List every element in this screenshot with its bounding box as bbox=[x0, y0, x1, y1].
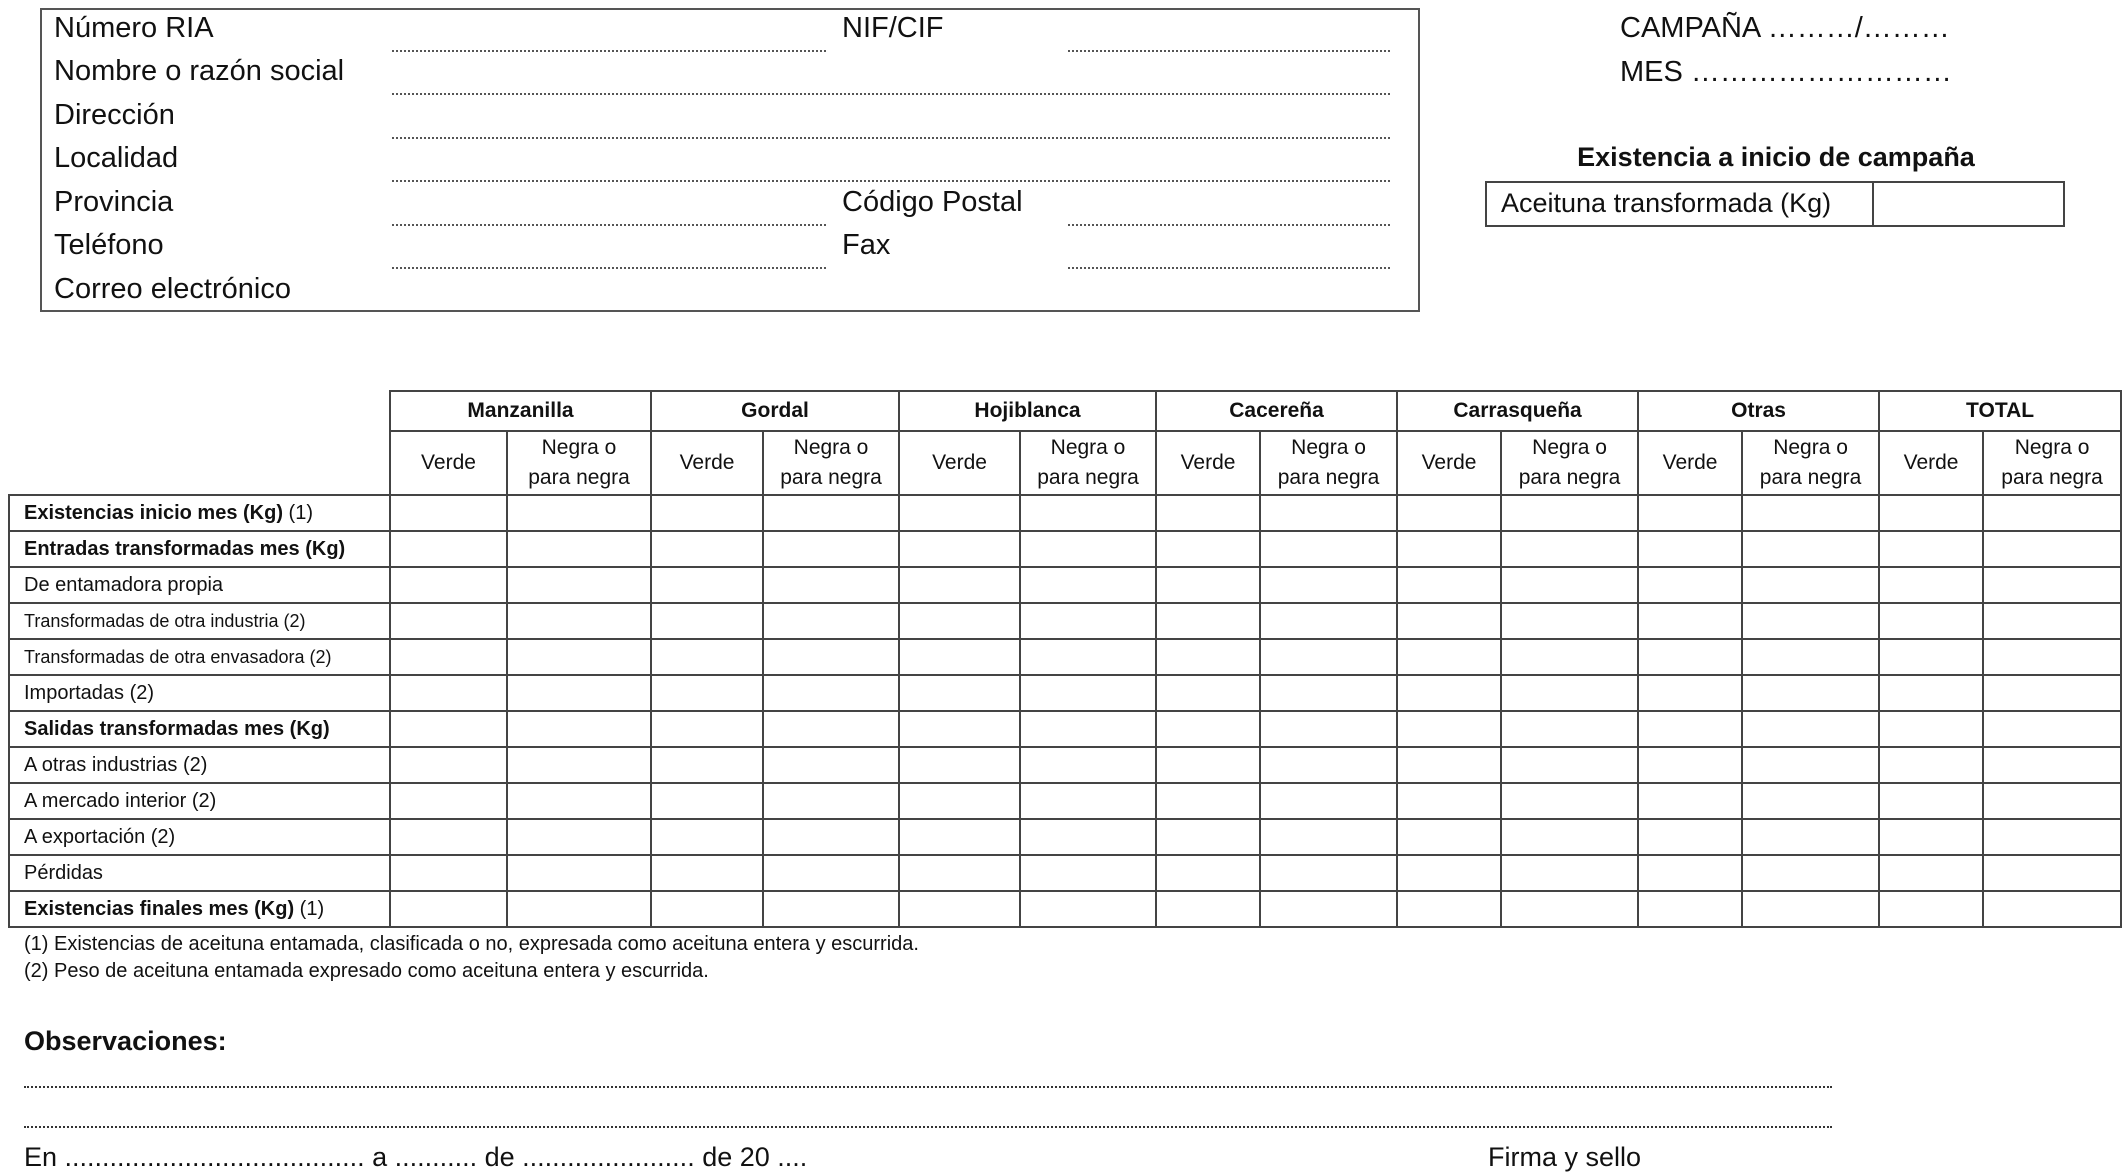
table-cell[interactable] bbox=[1501, 711, 1638, 747]
subheader-verde: Verde bbox=[1397, 431, 1501, 495]
group-header: Manzanilla bbox=[390, 391, 651, 431]
row-label bbox=[9, 747, 390, 783]
table-cell[interactable] bbox=[1983, 819, 2121, 855]
table-cell[interactable] bbox=[899, 783, 1020, 819]
table-cell[interactable] bbox=[651, 603, 763, 639]
table-cell[interactable] bbox=[1638, 567, 1742, 603]
table-cell[interactable] bbox=[1501, 639, 1638, 675]
table-cell[interactable] bbox=[1742, 891, 1879, 927]
table-row bbox=[9, 747, 2121, 783]
table-cell[interactable] bbox=[1020, 567, 1156, 603]
group-header: TOTAL bbox=[1879, 391, 2121, 431]
table-cell[interactable] bbox=[507, 495, 651, 531]
existencia-title: Existencia a inicio de campaña bbox=[1577, 142, 1975, 172]
label-direccion: Dirección bbox=[54, 99, 175, 131]
table-cell[interactable] bbox=[899, 495, 1020, 531]
label-codigo-postal: Código Postal bbox=[842, 186, 1023, 218]
table-cell[interactable] bbox=[1156, 603, 1260, 639]
table-cell[interactable] bbox=[1156, 495, 1260, 531]
table-cell[interactable] bbox=[1020, 603, 1156, 639]
table-cell[interactable] bbox=[1020, 819, 1156, 855]
table-cell[interactable] bbox=[763, 711, 899, 747]
table-cell[interactable] bbox=[390, 567, 507, 603]
table-cell[interactable] bbox=[1983, 567, 2121, 603]
table-cell[interactable] bbox=[1638, 675, 1742, 711]
subheader-negra bbox=[507, 431, 651, 495]
firma-sello: Firma y sello bbox=[1488, 1142, 1642, 1172]
table-cell[interactable] bbox=[390, 891, 507, 927]
table-cell[interactable] bbox=[1742, 819, 1879, 855]
row-label bbox=[9, 639, 390, 675]
row-label-text: (1) bbox=[282, 501, 313, 524]
table-cell[interactable] bbox=[1020, 711, 1156, 747]
row-label-text: A exportación (2) bbox=[24, 825, 176, 848]
table-cell[interactable] bbox=[1983, 711, 2121, 747]
table-cell[interactable] bbox=[1983, 603, 2121, 639]
table-row bbox=[9, 495, 2121, 531]
note-2: (2) Peso de aceituna entamada expresado como aceituna entera y escurrida. bbox=[24, 960, 709, 982]
table-row bbox=[9, 675, 2121, 711]
mes-field[interactable]: MES ……………………… bbox=[1620, 56, 1952, 88]
group-header: Otras bbox=[1638, 391, 1879, 431]
table-cell[interactable] bbox=[390, 639, 507, 675]
row-label bbox=[9, 567, 390, 603]
table-cell[interactable] bbox=[763, 675, 899, 711]
table-cell[interactable] bbox=[763, 747, 899, 783]
subheader-negra-line1: Negra o bbox=[1773, 436, 1848, 459]
table-cell[interactable] bbox=[1020, 747, 1156, 783]
table-cell[interactable] bbox=[1156, 783, 1260, 819]
table-cell[interactable] bbox=[1501, 783, 1638, 819]
table-cell[interactable] bbox=[390, 531, 507, 567]
table-cell[interactable] bbox=[1156, 639, 1260, 675]
table-cell[interactable] bbox=[1638, 711, 1742, 747]
table-cell[interactable] bbox=[1260, 675, 1397, 711]
row-label-text: (1) bbox=[294, 897, 325, 920]
row-label bbox=[9, 855, 390, 891]
table-row bbox=[9, 855, 2121, 891]
table-cell[interactable] bbox=[1260, 891, 1397, 927]
table-cell[interactable] bbox=[763, 783, 899, 819]
table-cell[interactable] bbox=[507, 567, 651, 603]
subheader-negra-line1: Negra o bbox=[1050, 436, 1126, 459]
table-cell[interactable] bbox=[1501, 567, 1638, 603]
table-cell[interactable] bbox=[1501, 819, 1638, 855]
table-cell[interactable] bbox=[1638, 603, 1742, 639]
table-cell[interactable] bbox=[899, 567, 1020, 603]
table-cell[interactable] bbox=[1501, 675, 1638, 711]
table-cell[interactable] bbox=[390, 747, 507, 783]
table-cell[interactable] bbox=[507, 855, 651, 891]
table-cell[interactable] bbox=[651, 819, 763, 855]
subheader-negra bbox=[1501, 431, 1638, 495]
table-cell[interactable] bbox=[1156, 747, 1260, 783]
table-cell[interactable] bbox=[1397, 891, 1501, 927]
table-cell[interactable] bbox=[1983, 531, 2121, 567]
field-nombre[interactable] bbox=[392, 93, 1390, 95]
group-header: Cacereña bbox=[1156, 391, 1397, 431]
table-cell[interactable] bbox=[651, 855, 763, 891]
row-label bbox=[9, 495, 390, 531]
subheader-negra-line2: para negra bbox=[1037, 466, 1139, 489]
table-cell[interactable] bbox=[1020, 855, 1156, 891]
table-cell[interactable] bbox=[1501, 495, 1638, 531]
label-numero-ria: Número RIA bbox=[54, 12, 214, 44]
table-cell[interactable] bbox=[507, 675, 651, 711]
table-cell[interactable] bbox=[899, 675, 1020, 711]
field-fax[interactable] bbox=[1068, 267, 1390, 269]
table-cell[interactable] bbox=[1156, 675, 1260, 711]
subheader-negra-line1: Negra o bbox=[1532, 436, 1607, 459]
table-cell[interactable] bbox=[1501, 603, 1638, 639]
label-nif-cif: NIF/CIF bbox=[842, 12, 944, 44]
table-cell[interactable] bbox=[1156, 567, 1260, 603]
subheader-negra-line2: para negra bbox=[528, 466, 630, 489]
row-label-text: Importadas (2) bbox=[24, 681, 155, 704]
row-label-bold: Existencias inicio mes (Kg) bbox=[24, 501, 283, 524]
subheader-negra-line1: Negra o bbox=[2014, 436, 2090, 459]
table-cell[interactable] bbox=[899, 747, 1020, 783]
table-cell[interactable] bbox=[1020, 783, 1156, 819]
table-row bbox=[9, 567, 2121, 603]
subheader-negra bbox=[1983, 431, 2121, 495]
table-cell[interactable] bbox=[899, 819, 1020, 855]
table-cell[interactable] bbox=[390, 819, 507, 855]
table-cell[interactable] bbox=[507, 639, 651, 675]
table-cell[interactable] bbox=[1260, 783, 1397, 819]
table-cell[interactable] bbox=[1397, 675, 1501, 711]
observaciones-title: Observaciones: bbox=[24, 1026, 227, 1056]
table-cell[interactable] bbox=[1020, 675, 1156, 711]
subheader-negra-line1: Negra o bbox=[1291, 436, 1366, 459]
table-cell[interactable] bbox=[651, 675, 763, 711]
subheader-negra-line1: Negra o bbox=[793, 436, 869, 459]
subheader-verde: Verde bbox=[1156, 431, 1260, 495]
table-cell[interactable] bbox=[1260, 639, 1397, 675]
table-cell[interactable] bbox=[899, 603, 1020, 639]
table-cell[interactable] bbox=[1879, 567, 1983, 603]
table-cell[interactable] bbox=[1879, 819, 1983, 855]
row-label-bold: Salidas transformadas mes (Kg) bbox=[24, 717, 330, 740]
table-cell[interactable] bbox=[1638, 495, 1742, 531]
group-header: Gordal bbox=[651, 391, 899, 431]
table-cell[interactable] bbox=[1397, 711, 1501, 747]
field-nif-cif[interactable] bbox=[1068, 50, 1390, 52]
table-cell[interactable] bbox=[1983, 891, 2121, 927]
table-cell[interactable] bbox=[507, 531, 651, 567]
table-cell[interactable] bbox=[763, 639, 899, 675]
table-cell[interactable] bbox=[1501, 531, 1638, 567]
table-cell[interactable] bbox=[1742, 747, 1879, 783]
table-cell[interactable] bbox=[1260, 819, 1397, 855]
field-telefono[interactable] bbox=[392, 267, 826, 269]
table-cell[interactable] bbox=[1260, 855, 1397, 891]
subheader-negra bbox=[763, 431, 899, 495]
table-cell[interactable] bbox=[1879, 495, 1983, 531]
table-cell[interactable] bbox=[1156, 531, 1260, 567]
table-cell[interactable] bbox=[1397, 567, 1501, 603]
table-cell[interactable] bbox=[1879, 855, 1983, 891]
table-cell[interactable] bbox=[1983, 783, 2121, 819]
subheader-negra-line2: para negra bbox=[2001, 466, 2103, 489]
table-cell[interactable] bbox=[1260, 495, 1397, 531]
table-cell[interactable] bbox=[1397, 531, 1501, 567]
subheader-verde: Verde bbox=[390, 431, 507, 495]
table-row bbox=[9, 819, 2121, 855]
subheader-verde: Verde bbox=[899, 431, 1020, 495]
subheader-negra-line2: para negra bbox=[1277, 466, 1380, 489]
table-cell[interactable] bbox=[1879, 711, 1983, 747]
table-cell[interactable] bbox=[507, 819, 651, 855]
table-cell[interactable] bbox=[1742, 603, 1879, 639]
table-cell[interactable] bbox=[1501, 747, 1638, 783]
label-localidad: Localidad bbox=[54, 142, 179, 174]
group-header: Hojiblanca bbox=[899, 391, 1156, 431]
table-cell[interactable] bbox=[763, 495, 899, 531]
table-cell[interactable] bbox=[1638, 891, 1742, 927]
table-cell[interactable] bbox=[1397, 783, 1501, 819]
table-cell[interactable] bbox=[390, 855, 507, 891]
subheader-negra-line1: Negra o bbox=[541, 436, 617, 459]
subheader-negra bbox=[1020, 431, 1156, 495]
observaciones-line-2[interactable] bbox=[24, 1126, 1832, 1128]
table-cell[interactable] bbox=[763, 603, 899, 639]
table-cell[interactable] bbox=[1156, 819, 1260, 855]
table-cell[interactable] bbox=[1879, 531, 1983, 567]
table-cell[interactable] bbox=[763, 531, 899, 567]
table-cell[interactable] bbox=[763, 891, 899, 927]
table-cell[interactable] bbox=[1020, 639, 1156, 675]
row-label-text: Transformadas de otra envasadora (2) bbox=[24, 646, 332, 667]
subheader-verde: Verde bbox=[1638, 431, 1742, 495]
table-cell[interactable] bbox=[1983, 639, 2121, 675]
row-label-bold: Entradas transformadas mes (Kg) bbox=[24, 537, 346, 560]
field-numero-ria[interactable] bbox=[392, 50, 826, 52]
table-cell[interactable] bbox=[899, 891, 1020, 927]
label-fax: Fax bbox=[842, 229, 891, 261]
table-cell[interactable] bbox=[1260, 567, 1397, 603]
subheader-negra-line2: para negra bbox=[780, 466, 882, 489]
table-cell[interactable] bbox=[1501, 891, 1638, 927]
label-nombre: Nombre o razón social bbox=[54, 55, 345, 87]
aceituna-value-cell[interactable] bbox=[1872, 183, 2063, 225]
row-label-text: Transformadas de otra industria (2) bbox=[24, 610, 306, 631]
table-cell[interactable] bbox=[1156, 891, 1260, 927]
table-cell[interactable] bbox=[899, 639, 1020, 675]
table-cell[interactable] bbox=[1397, 747, 1501, 783]
table-cell[interactable] bbox=[1879, 747, 1983, 783]
table-cell[interactable] bbox=[507, 783, 651, 819]
field-localidad[interactable] bbox=[392, 180, 1390, 182]
table-cell[interactable] bbox=[1397, 495, 1501, 531]
table-cell[interactable] bbox=[507, 711, 651, 747]
row-label-text: A otras industrias (2) bbox=[24, 753, 208, 776]
group-header: Carrasqueña bbox=[1397, 391, 1638, 431]
subheader-negra-line2: para negra bbox=[1518, 466, 1621, 489]
table-cell[interactable] bbox=[1638, 783, 1742, 819]
table-cell[interactable] bbox=[1156, 711, 1260, 747]
row-label-text: Pérdidas bbox=[24, 861, 103, 884]
table-cell[interactable] bbox=[651, 531, 763, 567]
row-label bbox=[9, 819, 390, 855]
table-cell[interactable] bbox=[1397, 855, 1501, 891]
label-correo: Correo electrónico bbox=[54, 273, 291, 305]
table-cell[interactable] bbox=[651, 891, 763, 927]
table-row bbox=[9, 603, 2121, 639]
olive-stock-table bbox=[8, 390, 2122, 928]
table-cell[interactable] bbox=[1638, 639, 1742, 675]
table-cell[interactable] bbox=[507, 747, 651, 783]
table-cell[interactable] bbox=[1501, 855, 1638, 891]
existencia-box bbox=[1485, 181, 2065, 227]
table-cell[interactable] bbox=[507, 891, 651, 927]
table-cell[interactable] bbox=[899, 855, 1020, 891]
table-cell[interactable] bbox=[390, 495, 507, 531]
table-cell[interactable] bbox=[651, 711, 763, 747]
table-cell[interactable] bbox=[763, 855, 899, 891]
table-cell[interactable] bbox=[651, 783, 763, 819]
table-cell[interactable] bbox=[1879, 675, 1983, 711]
table-cell[interactable] bbox=[1260, 747, 1397, 783]
subheader-negra bbox=[1260, 431, 1397, 495]
table-cell[interactable] bbox=[899, 531, 1020, 567]
table-cell[interactable] bbox=[1742, 567, 1879, 603]
table-cell[interactable] bbox=[390, 783, 507, 819]
table-cell[interactable] bbox=[1020, 495, 1156, 531]
table-cell[interactable] bbox=[1983, 675, 2121, 711]
table-cell[interactable] bbox=[1983, 747, 2121, 783]
row-label-text: A mercado interior (2) bbox=[24, 789, 217, 812]
label-provincia: Provincia bbox=[54, 186, 174, 218]
table-cell[interactable] bbox=[1397, 819, 1501, 855]
lugar-fecha[interactable]: En ........................................ a ........... de ....................... de 20 .... bbox=[24, 1142, 808, 1172]
table-cell[interactable] bbox=[651, 495, 763, 531]
table-cell[interactable] bbox=[1260, 711, 1397, 747]
table-cell[interactable] bbox=[1879, 891, 1983, 927]
table-cell[interactable] bbox=[1742, 531, 1879, 567]
table-cell[interactable] bbox=[1260, 531, 1397, 567]
table-cell[interactable] bbox=[1156, 855, 1260, 891]
table-cell[interactable] bbox=[1638, 819, 1742, 855]
label-telefono: Teléfono bbox=[54, 229, 164, 261]
table-cell[interactable] bbox=[1638, 855, 1742, 891]
table-cell[interactable] bbox=[651, 639, 763, 675]
table-cell[interactable] bbox=[1983, 495, 2121, 531]
field-provincia[interactable] bbox=[392, 224, 826, 226]
note-1: (1) Existencias de aceituna entamada, clasificada o no, expresada como aceituna entera y escurrida. bbox=[24, 933, 919, 955]
field-codigo-postal[interactable] bbox=[1068, 224, 1390, 226]
table-cell[interactable] bbox=[1020, 531, 1156, 567]
table-cell[interactable] bbox=[1742, 855, 1879, 891]
subheader-verde: Verde bbox=[1879, 431, 1983, 495]
table-cell[interactable] bbox=[651, 567, 763, 603]
observaciones-line-1[interactable] bbox=[24, 1086, 1832, 1088]
table-cell[interactable] bbox=[1983, 855, 2121, 891]
row-label-text: De entamadora propia bbox=[24, 573, 224, 596]
aceituna-label: Aceituna transformada (Kg) bbox=[1501, 188, 1832, 218]
table-cell[interactable] bbox=[899, 711, 1020, 747]
table-cell[interactable] bbox=[507, 603, 651, 639]
table-cell[interactable] bbox=[390, 711, 507, 747]
row-label bbox=[9, 603, 390, 639]
table-cell[interactable] bbox=[1742, 675, 1879, 711]
subheader-verde: Verde bbox=[651, 431, 763, 495]
table-row bbox=[9, 891, 2121, 927]
table-row bbox=[9, 711, 2121, 747]
row-label bbox=[9, 891, 390, 927]
subheader-negra-line2: para negra bbox=[1759, 466, 1862, 489]
table-cell[interactable] bbox=[390, 675, 507, 711]
table-cell[interactable] bbox=[1397, 639, 1501, 675]
table-cell[interactable] bbox=[1742, 639, 1879, 675]
table-cell[interactable] bbox=[1260, 603, 1397, 639]
table-cell[interactable] bbox=[1742, 783, 1879, 819]
row-label bbox=[9, 783, 390, 819]
table-cell[interactable] bbox=[1638, 531, 1742, 567]
table-row bbox=[9, 639, 2121, 675]
table-cell[interactable] bbox=[390, 603, 507, 639]
table-cell[interactable] bbox=[763, 819, 899, 855]
table-cell[interactable] bbox=[1879, 603, 1983, 639]
row-label bbox=[9, 531, 390, 567]
subheader-negra bbox=[1742, 431, 1879, 495]
table-cell[interactable] bbox=[1397, 603, 1501, 639]
table-cell[interactable] bbox=[1638, 747, 1742, 783]
row-label bbox=[9, 675, 390, 711]
field-direccion[interactable] bbox=[392, 137, 1390, 139]
table-cell[interactable] bbox=[1742, 495, 1879, 531]
table-corner bbox=[9, 391, 390, 495]
table-cell[interactable] bbox=[763, 567, 899, 603]
table-row bbox=[9, 783, 2121, 819]
row-label bbox=[9, 711, 390, 747]
table-cell[interactable] bbox=[1020, 891, 1156, 927]
table-cell[interactable] bbox=[1879, 639, 1983, 675]
row-label-bold: Existencias finales mes (Kg) bbox=[24, 897, 295, 920]
table-cell[interactable] bbox=[1742, 711, 1879, 747]
table-cell[interactable] bbox=[651, 747, 763, 783]
table-cell[interactable] bbox=[1879, 783, 1983, 819]
campana-field[interactable]: CAMPAÑA ………/……… bbox=[1620, 12, 1950, 44]
table-row bbox=[9, 531, 2121, 567]
